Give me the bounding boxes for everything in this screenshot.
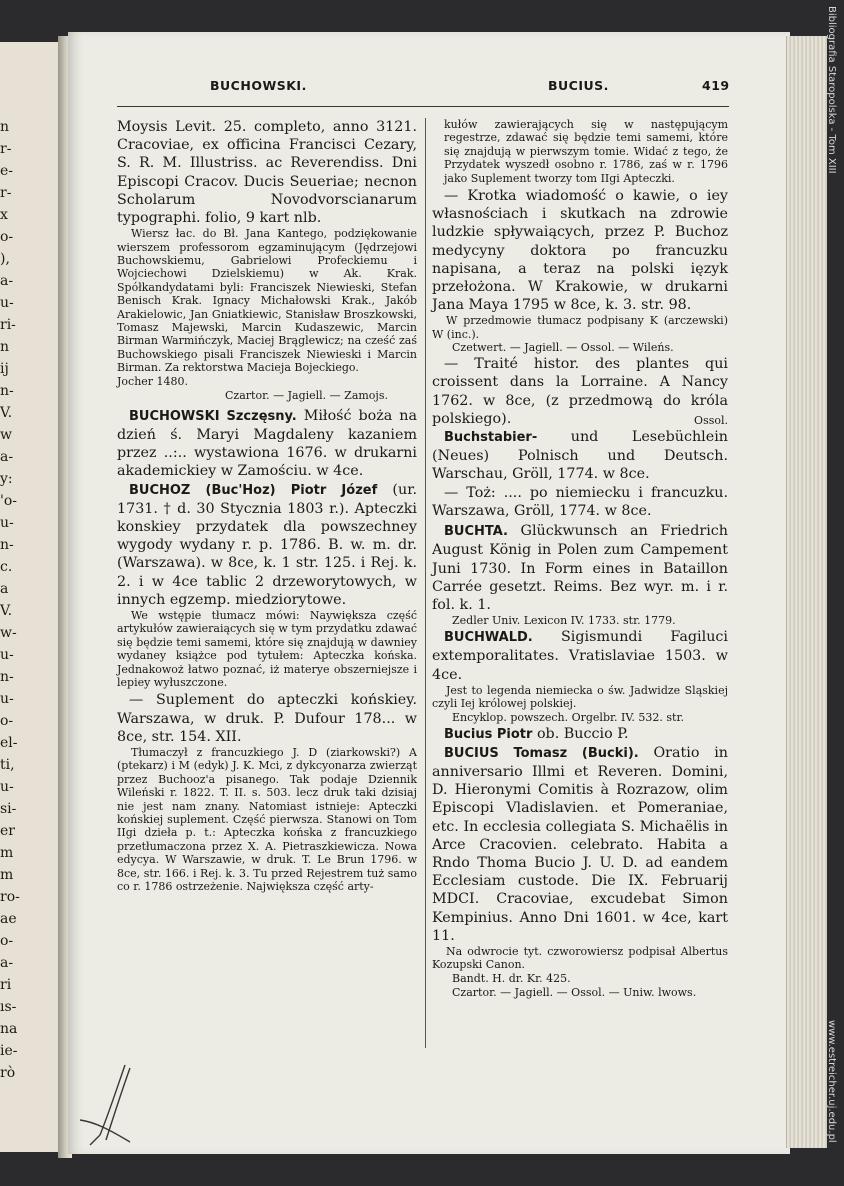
left-page-fragment: V. (0, 405, 13, 421)
headword: BUCHTA. (444, 524, 508, 540)
left-page-fragment: ti, (0, 757, 15, 773)
moysis-entry: Moysis Levit. 25. completo, anno 3121. Cracoviae, ex officina Francisci Cezary, S. R. M. Illustriss. ac Reverendiss. Dni Episcopi Cracov. Ducis Seueriae; necnon Scholarum Novodvorscianarum typographi. folio, 9 kart nlb. (117, 119, 417, 227)
left-page-fragment: u- (0, 691, 14, 707)
left-page-fragment: ij (0, 361, 9, 377)
headword: BUCHOWSKI Szczęsny. (129, 408, 297, 424)
left-page-fragment: ıs- (0, 999, 17, 1015)
left-page-edge (0, 42, 65, 1152)
moysis-ref: Jocher 1480. (117, 374, 189, 388)
left-page-fragment: u- (0, 295, 14, 311)
left-page-fragment: x (0, 207, 8, 223)
left-page-fragment: o- (0, 713, 14, 729)
traite-entry: — Traité histor. des plantes qui croissent dans la Lorraine. A Nancy 1762. w 8ce, (z przedmową do króla polskiego). (432, 356, 728, 427)
left-page-fragment: c. (0, 559, 13, 575)
headword: Buchstabier- (444, 430, 538, 446)
left-page-fragment: n (0, 119, 10, 135)
page-edges (786, 36, 827, 1148)
headword: BUCHWALD. (444, 630, 533, 646)
headword: Bucius Piotr (444, 726, 533, 742)
suplement-entry: — Suplement do apteczki końskiey. Warszawa, w druk. P. Dufour 178... w 8ce, str. 154. XII. (117, 692, 417, 745)
left-page-fragment: m (0, 845, 14, 861)
left-page-fragment: w (0, 427, 12, 443)
headword: BUCIUS Tomasz (Bucki). (444, 745, 639, 761)
bucius-tomasz-note: Na odwrocie tyt. czworowiersz podpisał Albertus Kozupski Canon. (432, 944, 728, 972)
running-head-center: BUCIUS. (548, 78, 609, 93)
running-head-left: BUCHOWSKI. (210, 78, 307, 93)
left-page-fragment: el- (0, 735, 18, 751)
left-page-fragment: a- (0, 449, 14, 465)
kawa-note: W przedmowie tłumacz podpisany K (arczewski) W (inc.). (432, 314, 728, 341)
left-page-fragment: ), (0, 251, 10, 267)
side-label-top: Bibliografia Staropolska - Tom XIII (826, 6, 837, 174)
moysis-libraries: Czartor. — Jagiell. — Zamojs. (225, 388, 388, 402)
left-page-fragment: y: (0, 471, 13, 487)
continued-note: kułów zawierających się w następującym regestrze, zdawać się będzie temi samemi, które się znajdują w pierwszym tomie. Widać z tego, że Przydatek wyszedł osobno r. 1786, zaś w r. 1796 jako Suplement tworzy tom IIgi Apteczki. (444, 118, 728, 185)
left-page-fragment: 'o- (0, 493, 18, 509)
side-label-bottom: www.estreicher.uj.edu.pl (826, 1020, 837, 1143)
left-page-fragment: w- (0, 625, 17, 641)
buchwald-ref: Encyklop. powszech. Orgelbr. IV. 532. str. (452, 710, 684, 724)
bucius-tomasz-libraries: Czartor. — Jagiell. — Ossol. — Uniw. lwows. (452, 985, 697, 999)
buchwald-note: Jest to legenda niemiecka o św. Jadwidze Sląskiej czyli Iej królowej polskiej. (432, 683, 728, 711)
kawa-libraries: Czetwert. — Jagiell. — Ossol. — Wileńs. (452, 341, 674, 355)
left-page-fragment: na (0, 1021, 18, 1037)
column-rule (425, 118, 426, 1048)
suplement-note: Tłumaczył z francuzkiego J. D (ziarkowski?) A (ptekarz) i M (edyk) J. K. Mci, z dykcyonarza zwierząt przez Buchooz'a pisanego. Tak podaje Dziennik Wileński r. 1822. T. II. s. 503. lecz druk taki dzisiaj nie jest nam znany. Natomiast istnieje: Apteczki końskiej suplement. Część pierwsza. Stanowi on Tom IIgi dzieła p. t.: Apteczka końska z francuzkiego przetłumaczona przez X. A. Pietraszkiewicza. Nowa edycya. W Warszawie, w druk. T. Le Brun 1796. w 8ce, str. 166. i Rej. k. 3. Tu przed Rejestrem tuż samo co r. 1786 ostrzeżenie. Największa część arty- (117, 745, 417, 894)
kawa-entry: — Krotka wiadomość o kawie, o iey własnościach i skutkach na zdrowie ludzkie spływaiących, przez P. Buchoz medycyny doktora po francuzku napisana, a teraz na polski ięzyk przełożona. W Krakowie, w drukarni Jana Maya 1795 w 8ce, k. 3. str. 98. (432, 188, 728, 314)
left-page-fragment: ri (0, 977, 12, 993)
left-page-fragment: m (0, 867, 14, 883)
left-page-fragment: si- (0, 801, 17, 817)
entry-bucius-piotr: Bucius Piotr ob. Buccio P. (444, 725, 629, 742)
bucius-tomasz-ref: Bandt. H. dr. Kr. 425. (452, 971, 571, 985)
entry-buchwald: BUCHWALD. Sigismundi Fagiluci extemporalitates. Vratislaviae 1503. w 4ce. (432, 629, 728, 683)
page-number: 419 (702, 78, 730, 93)
left-page-fragment: a- (0, 273, 14, 289)
left-page-fragment: ie- (0, 1043, 18, 1059)
entry-buchoz: BUCHOZ (Buc'Hoz) Piotr Józef (ur. 1731. † d. 30 Stycznia 1803 r.). Apteczki konskiey przydatek dla powszechney wygody wydany r. p. 1786. B. w. m. dr. (Warszawa). w 8ce, k. 1 str. 125. i Rej. k. 2. i w 4ce tablic 2 drzeworytowych, w innych egzemp. miedziorytowe. (117, 481, 418, 608)
left-page-fragment: r- (0, 185, 12, 201)
left-page-fragment: u- (0, 779, 14, 795)
headword: BUCHOZ (Buc'Hoz) Piotr Józef (129, 482, 378, 498)
buchta-ref: Zedler Univ. Lexicon IV. 1733. str. 1779. (452, 614, 676, 628)
header-rule (117, 106, 729, 107)
left-page-fragment: n (0, 339, 10, 355)
left-page-fragment: r- (0, 141, 12, 157)
left-page-fragment: ro- (0, 889, 20, 905)
left-page-fragment: o- (0, 229, 14, 245)
left-page-fragment: n- (0, 537, 14, 553)
entry-bucius-tomasz: BUCIUS Tomasz (Bucki). Oratio in anniversario Illmi et Reveren. Domini, D. Hieronymi Comitis à Rozrazow, olim Episcopi Vladislavien. et Pomeraniae, etc. In ecclesia collegiata S. Michaëlis in Arce Cracovien. celebrato. Habita a Rndo Thoma Bucio J. U. D. ad eandem Ecclesiam custode. Die IX. Februarij MDCI. Cracoviae, excudebat Simon Kempinius. Anno Dni 1601. w 4ce, kart 11. (432, 744, 728, 944)
entry-buchowski-szczesny: BUCHOWSKI Szczęsny. Miłość boża na dzień ś. Maryi Magdaleny kazaniem przez ..:.. wystawiona 1676. w drukarni akademickiey w Zamościu. w 4ce. (117, 407, 418, 480)
left-page-fragment: e- (0, 163, 14, 179)
entry-buchstabier: Buchstabier- und Lesebüchlein (Neues) Polnisch und Deutsch. Warschau, Gröll, 1774. w 8ce. (432, 429, 728, 483)
left-page-fragment: u- (0, 647, 14, 663)
left-page-fragment: a (0, 581, 9, 597)
left-page-fragment: o- (0, 933, 14, 949)
toz-entry: — Toż: .... po niemiecku i francuzku. Warszawa, Gröll, 1774. w 8ce. (432, 484, 728, 519)
left-page-fragment: er (0, 823, 15, 839)
left-page-fragment: a- (0, 955, 14, 971)
left-page-fragment: n- (0, 383, 14, 399)
right-column (432, 118, 728, 1000)
library-signature-mark (70, 1060, 150, 1150)
entry-buchta: BUCHTA. Glückwunsch an Friedrich August König in Polen zum Campement Juni 1730. In Form eines in Bataillon Carrée gesetzt. Reims. Bez wyr. m. i r. fol. k. 1. (432, 523, 728, 613)
left-page-fragment: u- (0, 515, 14, 531)
buchoz-note: We wstępie tłumacz mówi: Naywiększa część artykułów zawieraiących się w tym przydatku zdawać się będzie temi samemi, które się znajdują w dawniey wydaney książce pod tytułem: Apteczka końska. Jednakowoż łatwo poznać, iż materye obszerniejsze i lepiey wyłuszczone. (117, 608, 417, 689)
traite-library: Ossol. (694, 414, 728, 428)
left-page-fragment: ri- (0, 317, 16, 333)
left-column (117, 118, 417, 893)
left-page-fragment: V. (0, 603, 13, 619)
left-page-fragment: ae (0, 911, 17, 927)
left-page-fragment: n- (0, 669, 14, 685)
moysis-note: Wiersz łac. do Bł. Jana Kantego, podziękowanie wierszem professorom egzaminującym (Jędrzejowi Buchowskiemu, Gabrielowi Profeckiemu i Wojciechowi Dzielskiemu) w Ak. Krak. Spółkandydatami byli: Franciszek Niewieski, Stefan Benisch Krak. Ignacy Michałowski Krak., Jakób Arakielowic, Jan Gniatkiewic, Stanisław Broszkowski, Tomasz Majewski, Marcin Kudaszewic, Marcin Birman Warmińczyk, Maciej Brąglewicz; na cześć zaś Buchowskiego pisali Franciszek Niewieski i Marcin Birman. Za rektorstwa Macieja Bojeckiego. (117, 227, 417, 375)
left-page-fragment: rò (0, 1065, 16, 1081)
